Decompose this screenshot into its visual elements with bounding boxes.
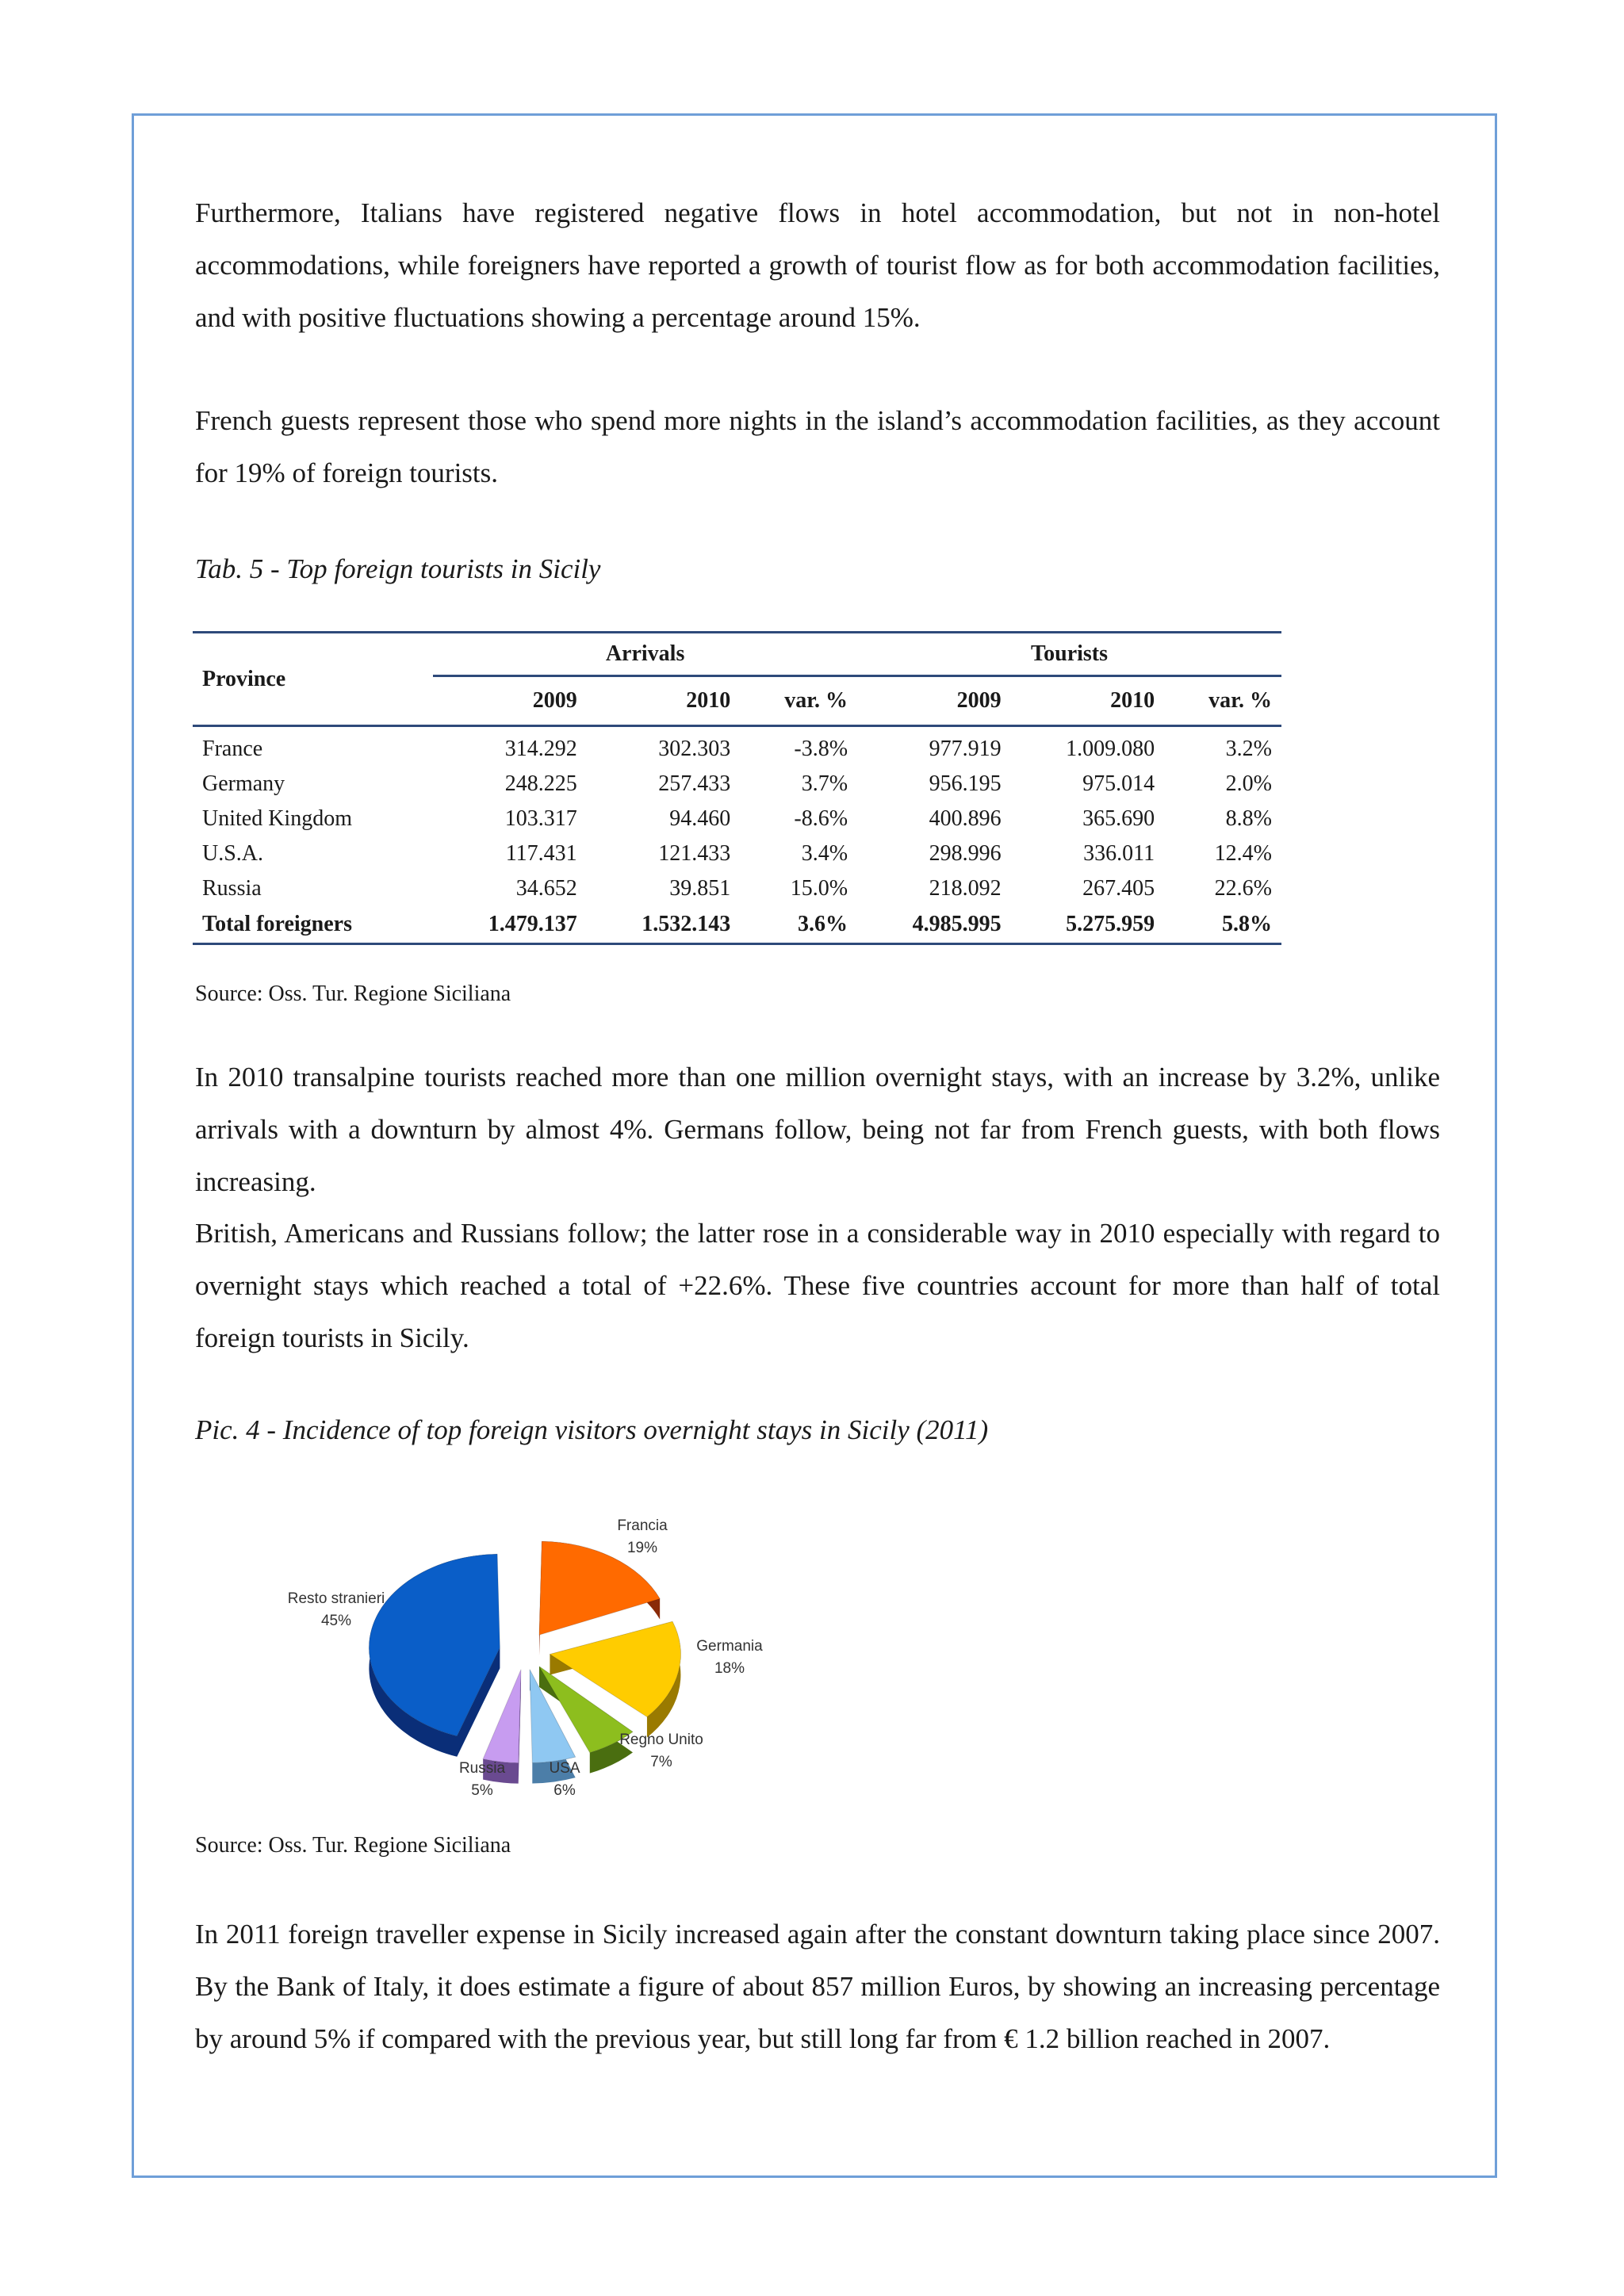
table-cell: 267.405: [1082, 876, 1155, 901]
figure-source: Source: Oss. Tur. Regione Siciliana: [195, 1833, 511, 1858]
table-cell: 12.4%: [1214, 841, 1272, 866]
arrivals-header: Arrivals: [433, 633, 857, 676]
table-cell: 248.225: [504, 771, 577, 796]
table-cell: 34.652: [515, 876, 577, 901]
col-header: var. %: [740, 676, 857, 726]
table-cell: 1.532.143: [587, 906, 741, 944]
table-cell: 400.896: [929, 806, 1002, 831]
table-cell: 117.431: [505, 841, 577, 866]
table-caption: Tab. 5 - Top foreign tourists in Sicily: [195, 553, 601, 584]
table-cell: Total foreigners: [193, 906, 433, 944]
pie-category-label: Resto stranieri: [287, 1590, 385, 1607]
col-header: var. %: [1164, 676, 1281, 726]
table-cell: Germany: [202, 771, 285, 796]
table-cell: 3.4%: [801, 841, 848, 866]
table-cell: 3.6%: [740, 906, 857, 944]
table-cell: 5.275.959: [1011, 906, 1165, 944]
table-cell: 103.317: [504, 806, 577, 831]
table-row: [193, 726, 1281, 767]
paragraph-2: French guests represent those who spend more nights in the island’s accommodation facilities, as they account for 19% of foreign tourists.: [195, 405, 1440, 488]
table-cell: France: [202, 737, 263, 761]
pie-chart: [270, 1506, 777, 1823]
pie-category-label: Germania: [696, 1638, 763, 1655]
tourists-header: Tourists: [857, 633, 1281, 676]
table-cell: 977.919: [929, 737, 1002, 761]
col-header: 2010: [1011, 676, 1165, 726]
table-cell: 956.195: [929, 771, 1002, 796]
table-cell: 298.996: [929, 841, 1002, 866]
table-row: [193, 802, 1281, 836]
pie-category-label: USA: [549, 1760, 580, 1777]
table-cell: 121.433: [658, 841, 731, 866]
pie-value-label: 6%: [553, 1782, 576, 1799]
table-cell: 314.292: [504, 737, 577, 761]
table-cell: U.S.A.: [202, 841, 264, 866]
tourists-table: [193, 631, 1281, 945]
table-cell: 257.433: [658, 771, 731, 796]
col-header: 2010: [587, 676, 741, 726]
table-cell: 5.8%: [1164, 906, 1281, 944]
table-total-row: [193, 906, 1281, 944]
table-cell: 15.0%: [790, 876, 848, 901]
pie-category-label: Francia: [617, 1517, 668, 1534]
col-header: 2009: [857, 676, 1011, 726]
table-cell: 302.303: [658, 737, 731, 761]
pie-value-label: 19%: [626, 1540, 658, 1556]
pie-category-label: Regno Unito: [619, 1732, 703, 1748]
pie-value-label: 7%: [650, 1754, 672, 1770]
figure-caption: Pic. 4 - Incidence of top foreign visitors overnight stays in Sicily (2011): [195, 1414, 989, 1445]
table-cell: -3.8%: [794, 737, 848, 761]
table-cell: 218.092: [929, 876, 1002, 901]
col-header: 2009: [433, 676, 587, 726]
pie-value-label: 45%: [320, 1613, 352, 1629]
table-cell: 2.0%: [1225, 771, 1272, 796]
table-cell: 1.009.080: [1066, 737, 1155, 761]
table-cell: -8.6%: [794, 806, 848, 831]
table-cell: 94.460: [669, 806, 731, 831]
table-cell: 8.8%: [1225, 806, 1272, 831]
table-cell: Russia: [202, 876, 262, 901]
province-header: Province: [193, 633, 433, 726]
table-row: [193, 767, 1281, 802]
table-cell: 22.6%: [1214, 876, 1272, 901]
table-cell: 39.851: [669, 876, 731, 901]
paragraph-1: Furthermore, Italians have registered negative flows in hotel accommodation, but not in non-hotel accommodations, while foreigners have reported a growth of tourist flow as for both accommodation facilities, and with positive fluctuations showing a percentage around 15%.: [195, 197, 1440, 333]
pie-category-label: Russia: [458, 1760, 506, 1777]
table-cell: 975.014: [1082, 771, 1155, 796]
table-cell: 1.479.137: [433, 906, 587, 944]
pie-value-label: 5%: [471, 1782, 493, 1799]
table-cell: 336.011: [1083, 841, 1155, 866]
pie-value-label: 18%: [714, 1660, 745, 1677]
paragraph-4: British, Americans and Russians follow; the latter rose in a considerable way in 2010 especially with regard to overnight stays which reached a total of +22.6%. These five countries account for more than half of total foreign tourists in Sicily.: [195, 1218, 1440, 1353]
table-source: Source: Oss. Tur. Regione Siciliana: [195, 982, 511, 1006]
table-cell: 3.7%: [801, 771, 848, 796]
table-cell: 3.2%: [1225, 737, 1272, 761]
paragraph-5: In 2011 foreign traveller expense in Sicily increased again after the constant downturn taking place since 2007. By the Bank of Italy, it does estimate a figure of about 857 million Euros, by showing an increasing percentage by around 5% if compared with the previous year, but still long far from € 1.2 billion reached in 2007.: [195, 1919, 1440, 2054]
table-row: [193, 836, 1281, 871]
table-cell: United Kingdom: [202, 806, 352, 831]
table-row: [193, 871, 1281, 906]
paragraph-3: In 2010 transalpine tourists reached more than one million overnight stays, with an increase by 3.2%, unlike arrivals with a downturn by almost 4%. Germans follow, being not far from French guests, with both flows increasing.: [195, 1062, 1440, 1197]
table-cell: 4.985.995: [857, 906, 1011, 944]
table-cell: 365.690: [1082, 806, 1155, 831]
